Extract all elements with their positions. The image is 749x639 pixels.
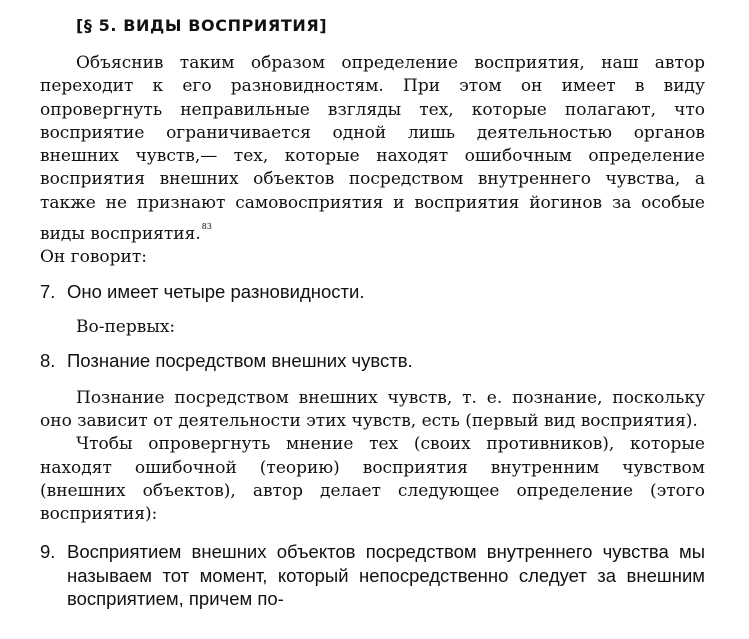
intro-text: Объяснив таким образом определение восприятия, наш автор переходит к его разновидностям. При этом он имеет в виду опровергнуть неправильные взгляды тех, которые полагают, что восприятие ограничивается одной лишь деятельностью органов внешних чувств,— тех, которые находят ошибочным определение восприятия внешних объектов посредством внутреннего чувства, а также не признают самовосприятия и восприятия йогинов за особые виды восприятия.: [40, 53, 705, 245]
intro-closing: Он говорит:: [40, 247, 147, 268]
first-label: Во-первых:: [76, 316, 176, 337]
document-page: [40, 16, 705, 611]
section-heading: [§ 5. ВИДЫ ВОСПРИЯТИЯ]: [76, 16, 328, 35]
footnote-marker: 83: [201, 222, 212, 232]
explain-paragraph: [40, 387, 705, 434]
refute-text: Чтобы опровергнуть мнение тех (своих противников), которые находят ошибочной (теорию) восприятия внутренним чувством (внешних объектов), автор делает следующее определение (этого восприятия):: [40, 434, 705, 525]
rule-number: 9.: [40, 541, 56, 563]
rule-text: Восприятием внешних объектов посредством внутреннего чувства мы называем тот момент, который непосредственно следует за внешним восприятием, причем по-: [67, 541, 705, 610]
rule-number: 7.: [40, 280, 56, 302]
rule-text: Познание посредством внешних чувств.: [67, 349, 413, 371]
explain-text: Познание посредством внешних чувств, т. е. познание, поскольку оно зависит от деятельности этих чувств, есть (первый вид восприятия).: [40, 387, 705, 431]
rule-9: [40, 540, 705, 610]
intro-paragraph: [40, 52, 705, 246]
refute-paragraph: [40, 433, 705, 526]
rule-text: Оно имеет четыре разновидности.: [67, 280, 365, 302]
rule-7: [40, 280, 705, 304]
rule-number: 8.: [40, 349, 56, 371]
rule-8: [40, 349, 705, 373]
